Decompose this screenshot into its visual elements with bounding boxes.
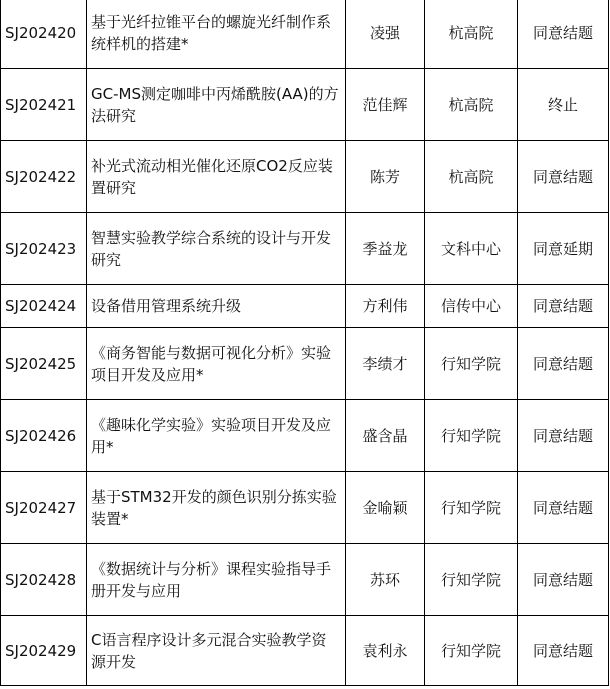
project-title: 基于光纤拉锥平台的螺旋光纤制作系统样机的搭建* [87, 0, 346, 69]
project-title: 《商务智能与数据可视化分析》实验项目开发及应用* [87, 328, 346, 400]
project-department: 行知学院 [425, 472, 518, 544]
project-department: 行知学院 [425, 544, 518, 616]
project-leader: 苏环 [346, 544, 425, 616]
project-result: 同意结题 [518, 0, 609, 69]
project-id: SJ202422 [1, 141, 87, 213]
project-result: 同意结题 [518, 141, 609, 213]
project-title: 设备借用管理系统升级 [87, 285, 346, 328]
project-id: SJ202424 [1, 285, 87, 328]
table-row [1, 141, 609, 213]
project-result: 同意结题 [518, 616, 609, 686]
project-leader: 袁利永 [346, 616, 425, 686]
project-leader: 方利伟 [346, 285, 425, 328]
project-id: SJ202427 [1, 472, 87, 544]
project-id: SJ202428 [1, 544, 87, 616]
project-title: 基于STM32开发的颜色识别分拣实验装置* [87, 472, 346, 544]
table-row [1, 213, 609, 285]
project-result: 同意结题 [518, 400, 609, 472]
project-leader: 凌强 [346, 0, 425, 69]
project-leader: 陈芳 [346, 141, 425, 213]
project-title: 补光式流动相光催化还原CO2反应装置研究 [87, 141, 346, 213]
table-row [1, 544, 609, 616]
project-id: SJ202420 [1, 0, 87, 69]
project-leader: 金喻颖 [346, 472, 425, 544]
project-department: 行知学院 [425, 616, 518, 686]
table-row [1, 328, 609, 400]
project-department: 杭高院 [425, 141, 518, 213]
project-title: 《趣味化学实验》实验项目开发及应用* [87, 400, 346, 472]
project-department: 信传中心 [425, 285, 518, 328]
table-row [1, 472, 609, 544]
project-title: 《数据统计与分析》课程实验指导手册开发与应用 [87, 544, 346, 616]
project-department: 杭高院 [425, 0, 518, 69]
project-id: SJ202429 [1, 616, 87, 686]
project-result: 同意结题 [518, 544, 609, 616]
project-result: 同意结题 [518, 328, 609, 400]
project-title: 智慧实验教学综合系统的设计与开发研究 [87, 213, 346, 285]
project-leader: 范佳辉 [346, 69, 425, 141]
table-row [1, 285, 609, 328]
project-leader: 季益龙 [346, 213, 425, 285]
project-department: 文科中心 [425, 213, 518, 285]
project-title: C语言程序设计多元混合实验教学资源开发 [87, 616, 346, 686]
project-id: SJ202426 [1, 400, 87, 472]
project-leader: 李绩才 [346, 328, 425, 400]
project-result: 终止 [518, 69, 609, 141]
table-row [1, 69, 609, 141]
table-row [1, 400, 609, 472]
table-row [1, 616, 609, 686]
project-department: 杭高院 [425, 69, 518, 141]
project-id: SJ202425 [1, 328, 87, 400]
project-result: 同意结题 [518, 472, 609, 544]
project-department: 行知学院 [425, 328, 518, 400]
project-department: 行知学院 [425, 400, 518, 472]
project-result: 同意结题 [518, 285, 609, 328]
project-title: GC-MS测定咖啡中丙烯酰胺(AA)的方法研究 [87, 69, 346, 141]
project-leader: 盛含晶 [346, 400, 425, 472]
project-id: SJ202421 [1, 69, 87, 141]
project-id: SJ202423 [1, 213, 87, 285]
project-result: 同意延期 [518, 213, 609, 285]
table-row [1, 0, 609, 69]
